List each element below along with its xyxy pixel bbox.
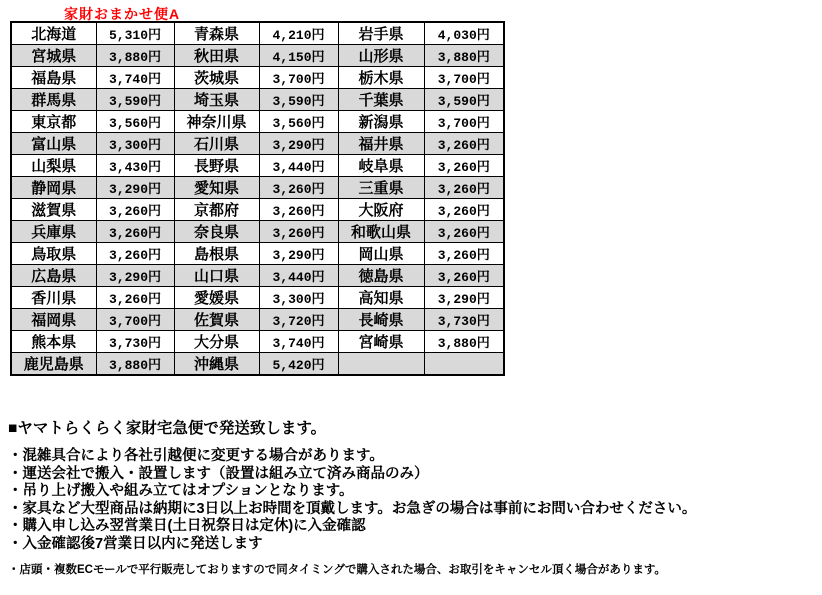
page-title: 家財おまかせ便A: [64, 6, 181, 22]
price-cell: 3,720円: [259, 309, 338, 331]
price-cell: 3,590円: [424, 89, 504, 111]
price-cell: 5,420円: [259, 353, 338, 376]
prefecture-cell: 佐賀県: [174, 309, 259, 331]
prefecture-cell: 静岡県: [11, 177, 96, 199]
price-cell: 3,560円: [96, 111, 174, 133]
prefecture-cell: 和歌山県: [338, 221, 424, 243]
note-bullet: ・購入申し込み翌営業日(土日祝祭日は定休)に入金確認: [8, 518, 366, 535]
prefecture-cell: 神奈川県: [174, 111, 259, 133]
price-cell: [424, 353, 504, 376]
price-cell: 3,880円: [96, 353, 174, 376]
prefecture-cell: 岡山県: [338, 243, 424, 265]
prefecture-cell: [338, 353, 424, 376]
price-cell: 3,700円: [424, 111, 504, 133]
price-cell: 3,880円: [96, 45, 174, 67]
table-row: [11, 133, 504, 155]
prefecture-cell: 山口県: [174, 265, 259, 287]
prefecture-cell: 香川県: [11, 287, 96, 309]
prefecture-cell: 愛知県: [174, 177, 259, 199]
price-cell: 3,700円: [259, 67, 338, 89]
table-row: [11, 221, 504, 243]
price-cell: 3,260円: [96, 221, 174, 243]
price-cell: 3,260円: [424, 155, 504, 177]
prefecture-cell: 宮崎県: [338, 331, 424, 353]
prefecture-cell: 茨城県: [174, 67, 259, 89]
price-cell: 3,880円: [424, 331, 504, 353]
prefecture-cell: 東京都: [11, 111, 96, 133]
prefecture-cell: 群馬県: [11, 89, 96, 111]
table-row: [11, 243, 504, 265]
prefecture-cell: 青森県: [174, 22, 259, 45]
prefecture-cell: 大分県: [174, 331, 259, 353]
price-cell: 4,030円: [424, 22, 504, 45]
price-cell: 3,730円: [96, 331, 174, 353]
prefecture-cell: 北海道: [11, 22, 96, 45]
shipping-fee-table: [10, 21, 505, 376]
prefecture-cell: 秋田県: [174, 45, 259, 67]
prefecture-cell: 広島県: [11, 265, 96, 287]
table-row: [11, 265, 504, 287]
table-row: [11, 111, 504, 133]
prefecture-cell: 三重県: [338, 177, 424, 199]
note-bullet: ・混雑具合により各社引越便に変更する場合があります。: [8, 448, 384, 464]
table-row: [11, 22, 504, 45]
price-cell: 3,260円: [424, 199, 504, 221]
price-cell: 3,290円: [259, 133, 338, 155]
prefecture-cell: 熊本県: [11, 331, 96, 353]
prefecture-cell: 埼玉県: [174, 89, 259, 111]
table-row: [11, 155, 504, 177]
price-cell: 3,730円: [424, 309, 504, 331]
prefecture-cell: 石川県: [174, 133, 259, 155]
price-cell: 3,260円: [424, 265, 504, 287]
price-cell: 3,290円: [424, 287, 504, 309]
table-row: [11, 199, 504, 221]
price-cell: 3,590円: [96, 89, 174, 111]
price-cell: 3,260円: [424, 221, 504, 243]
note-bullet: ・運送会社で搬入・設置します（設置は組み立て済み商品のみ）: [8, 465, 429, 482]
prefecture-cell: 福井県: [338, 133, 424, 155]
table-row: [11, 177, 504, 199]
table-row: [11, 287, 504, 309]
price-cell: 3,260円: [259, 199, 338, 221]
table-row: [11, 45, 504, 67]
price-cell: 3,260円: [259, 177, 338, 199]
prefecture-cell: 島根県: [174, 243, 259, 265]
price-cell: 3,440円: [259, 155, 338, 177]
price-cell: 3,260円: [424, 133, 504, 155]
note-bullet: ・吊り上げ搬入や組み立てはオプションとなります。: [8, 483, 354, 500]
prefecture-cell: 富山県: [11, 133, 96, 155]
price-cell: 3,590円: [259, 89, 338, 111]
note-bullet: ・家具など大型商品は納期に3日以上お時間を頂戴します。お急ぎの場合は事前にお問い合わせください。: [8, 500, 697, 517]
prefecture-cell: 長崎県: [338, 309, 424, 331]
prefecture-cell: 山形県: [338, 45, 424, 67]
note-bullet: ・入金確認後7営業日以内に発送します: [8, 535, 263, 552]
notes-heading: ■ヤマトらくらく家財宅急便で発送致します。: [8, 420, 327, 437]
price-cell: 3,290円: [259, 243, 338, 265]
price-cell: 3,700円: [424, 67, 504, 89]
prefecture-cell: 宮城県: [11, 45, 96, 67]
prefecture-cell: 千葉県: [338, 89, 424, 111]
price-cell: 3,430円: [96, 155, 174, 177]
prefecture-cell: 長野県: [174, 155, 259, 177]
prefecture-cell: 徳島県: [338, 265, 424, 287]
table-row: [11, 89, 504, 111]
price-cell: 3,290円: [96, 265, 174, 287]
price-cell: 3,260円: [96, 243, 174, 265]
price-cell: 3,560円: [259, 111, 338, 133]
shipping-fee-table-body: [11, 22, 504, 375]
prefecture-cell: 山梨県: [11, 155, 96, 177]
prefecture-cell: 新潟県: [338, 111, 424, 133]
prefecture-cell: 京都府: [174, 199, 259, 221]
notes-bullet-list: [8, 448, 820, 554]
price-cell: 3,300円: [259, 287, 338, 309]
price-cell: 3,260円: [96, 287, 174, 309]
price-cell: 3,880円: [424, 45, 504, 67]
price-cell: 4,150円: [259, 45, 338, 67]
price-cell: 3,740円: [96, 67, 174, 89]
prefecture-cell: 岐阜県: [338, 155, 424, 177]
price-cell: 3,260円: [96, 199, 174, 221]
price-cell: 3,440円: [259, 265, 338, 287]
price-cell: 3,700円: [96, 309, 174, 331]
price-cell: 3,260円: [424, 243, 504, 265]
table-row: [11, 331, 504, 353]
prefecture-cell: 沖縄県: [174, 353, 259, 376]
prefecture-cell: 滋賀県: [11, 199, 96, 221]
prefecture-cell: 福岡県: [11, 309, 96, 331]
prefecture-cell: 栃木県: [338, 67, 424, 89]
table-row: [11, 67, 504, 89]
prefecture-cell: 奈良県: [174, 221, 259, 243]
price-cell: 3,260円: [424, 177, 504, 199]
prefecture-cell: 福島県: [11, 67, 96, 89]
prefecture-cell: 鳥取県: [11, 243, 96, 265]
price-cell: 3,260円: [259, 221, 338, 243]
prefecture-cell: 鹿児島県: [11, 353, 96, 376]
notes-footnote: ・店頭・複数ECモールで平行販売しておりますので同タイミングで購入された場合、お取引をキャンセル頂く場合があります。: [8, 563, 666, 576]
prefecture-cell: 大阪府: [338, 199, 424, 221]
prefecture-cell: 岩手県: [338, 22, 424, 45]
price-cell: 4,210円: [259, 22, 338, 45]
prefecture-cell: 愛媛県: [174, 287, 259, 309]
table-row: [11, 309, 504, 331]
prefecture-cell: 兵庫県: [11, 221, 96, 243]
notes-section: [8, 416, 820, 577]
price-cell: 5,310円: [96, 22, 174, 45]
table-row: [11, 353, 504, 376]
price-cell: 3,300円: [96, 133, 174, 155]
price-cell: 3,740円: [259, 331, 338, 353]
price-cell: 3,290円: [96, 177, 174, 199]
prefecture-cell: 高知県: [338, 287, 424, 309]
